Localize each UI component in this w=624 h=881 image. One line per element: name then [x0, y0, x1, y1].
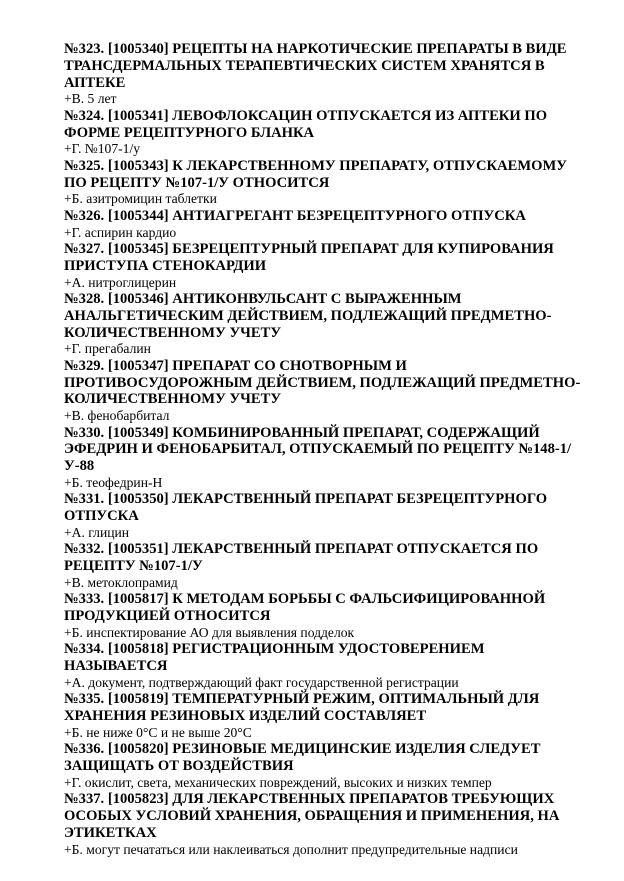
question-text: №328. [1005346] АНТИКОНВУЛЬСАНТ С ВЫРАЖЕННЫМ АНАЛЬГЕТИЧЕСКИМ ДЕЙСТВИЕМ, ПОДЛЕЖАЩИЙ ПРЕДМЕТНО-КОЛИЧЕСТВЕННОМУ УЧЕТУ — [64, 291, 552, 341]
question-text: №329. [1005347] ПРЕПАРАТ СО СНОТВОРНЫМ И ПРОТИВОСУДОРОЖНЫМ ДЕЙСТВИЕМ, ПОДЛЕЖАЩИЙ ПРЕДМЕТНО-КОЛИЧЕСТВЕННОМУ УЧЕТУ — [64, 357, 581, 408]
answer-text: +Г. окислит, света, механических повреждений, высоких и низких темпер — [64, 774, 492, 790]
answer-text: +В. фенобарбитал — [64, 408, 170, 424]
question-item — [64, 208, 584, 241]
question-text: №334. [1005818] РЕГИСТРАЦИОННЫМ УДОСТОВЕРЕНИЕМ НАЗЫВАЕТСЯ — [64, 641, 485, 675]
answer-text: +А. документ, подтверждающий факт государственной регистрации — [64, 674, 459, 690]
question-item — [64, 241, 584, 291]
question-item — [64, 291, 584, 358]
question-text: №325. [1005343] К ЛЕКАРСТВЕННОМУ ПРЕПАРАТУ, ОТПУСКАЕМОМУ ПО РЕЦЕПТУ №107-1/У ОТНОСИТСЯ — [64, 157, 567, 191]
question-item — [64, 41, 584, 108]
answer-text: +В. метоклопрамид — [64, 574, 178, 590]
question-text: №331. [1005350] ЛЕКАРСТВЕННЫЙ ПРЕПАРАТ БЕЗРЕЦЕПТУРНОГО ОТПУСКА — [64, 491, 548, 525]
question-text: №323. [1005340] РЕЦЕПТЫ НА НАРКОТИЧЕСКИЕ ПРЕПАРАТЫ В ВИДЕ ТРАНСДЕРМАЛЬНЫХ ТЕРАПЕВТИЧЕСКИХ СИСТЕМ ХРАНЯТСЯ В АПТЕКЕ — [64, 41, 567, 91]
answer-text: +Б. азитромицин таблетки — [64, 191, 217, 207]
answer-text: +А. глицин — [64, 524, 130, 540]
question-text: №324. [1005341] ЛЕВОФЛОКСАЦИН ОТПУСКАЕТСЯ ИЗ АПТЕКИ ПО ФОРМЕ РЕЦЕПТУРНОГО БЛАНКА — [64, 107, 548, 141]
question-item — [64, 691, 584, 741]
answer-text: +Г. аспирин кардио — [64, 224, 177, 240]
question-item — [64, 791, 584, 858]
question-text: №335. [1005819] ТЕМПЕРАТУРНЫЙ РЕЖИМ, ОПТИМАЛЬНЫЙ ДЛЯ ХРАНЕНИЯ РЕЗИНОВЫХ ИЗДЕЛИЙ СОСТАВЛЯЕТ — [64, 691, 540, 725]
answer-text: +Б. могут печататься или наклеиваться дополнит предупредительные надписи — [64, 841, 518, 857]
answer-text: +Б. инспектирование АО для выявления подделок — [64, 624, 355, 640]
question-item — [64, 741, 584, 791]
answer-text: +Б. не ниже 0°С и не выше 20°С — [64, 724, 252, 740]
question-text: №333. [1005817] К МЕТОДАМ БОРЬБЫ С ФАЛЬСИФИЦИРОВАННОЙ ПРОДУКЦИЕЙ ОТНОСИТСЯ — [64, 591, 546, 625]
question-item — [64, 591, 584, 641]
question-item — [64, 491, 584, 541]
question-item — [64, 358, 584, 425]
question-item — [64, 108, 584, 158]
question-list — [64, 41, 584, 858]
question-item — [64, 425, 584, 492]
question-text: №326. [1005344] АНТИАГРЕГАНТ БЕЗРЕЦЕПТУРНОГО ОТПУСКА — [64, 207, 526, 224]
question-item — [64, 541, 584, 591]
answer-text: +Б. теофедрин-Н — [64, 474, 163, 490]
question-text: №336. [1005820] РЕЗИНОВЫЕ МЕДИЦИНСКИЕ ИЗДЕЛИЯ СЛЕДУЕТ ЗАЩИЩАТЬ ОТ ВОЗДЕЙСТВИЯ — [64, 741, 541, 775]
question-text: №337. [1005823] ДЛЯ ЛЕКАРСТВЕННЫХ ПРЕПАРАТОВ ТРЕБУЮЩИХ ОСОБЫХ УСЛОВИЙ ХРАНЕНИЯ, ОБРАЩЕНИЯ И ПРИМЕНЕНИЯ, НА ЭТИКЕТКАХ — [64, 791, 560, 841]
answer-text: +В. 5 лет — [64, 91, 117, 107]
question-text: №330. [1005349] КОМБИНИРОВАННЫЙ ПРЕПАРАТ, СОДЕРЖАЩИЙ ЭФЕДРИН И ФЕНОБАРБИТАЛ, ОТПУСКАЕМЫЙ ПО РЕЦЕПТУ №148-1/У-88 — [64, 424, 572, 475]
question-text: №332. [1005351] ЛЕКАРСТВЕННЫЙ ПРЕПАРАТ ОТПУСКАЕТСЯ ПО РЕЦЕПТУ №107-1/У — [64, 541, 539, 575]
question-item — [64, 641, 584, 691]
answer-text: +Г. №107-1/у — [64, 141, 141, 157]
answer-text: +Г. прегабалин — [64, 341, 151, 357]
answer-text: +А. нитроглицерин — [64, 274, 177, 290]
question-item — [64, 158, 584, 208]
question-text: №327. [1005345] БЕЗРЕЦЕПТУРНЫЙ ПРЕПАРАТ ДЛЯ КУПИРОВАНИЯ ПРИСТУПА СТЕНОКАРДИИ — [64, 241, 554, 274]
